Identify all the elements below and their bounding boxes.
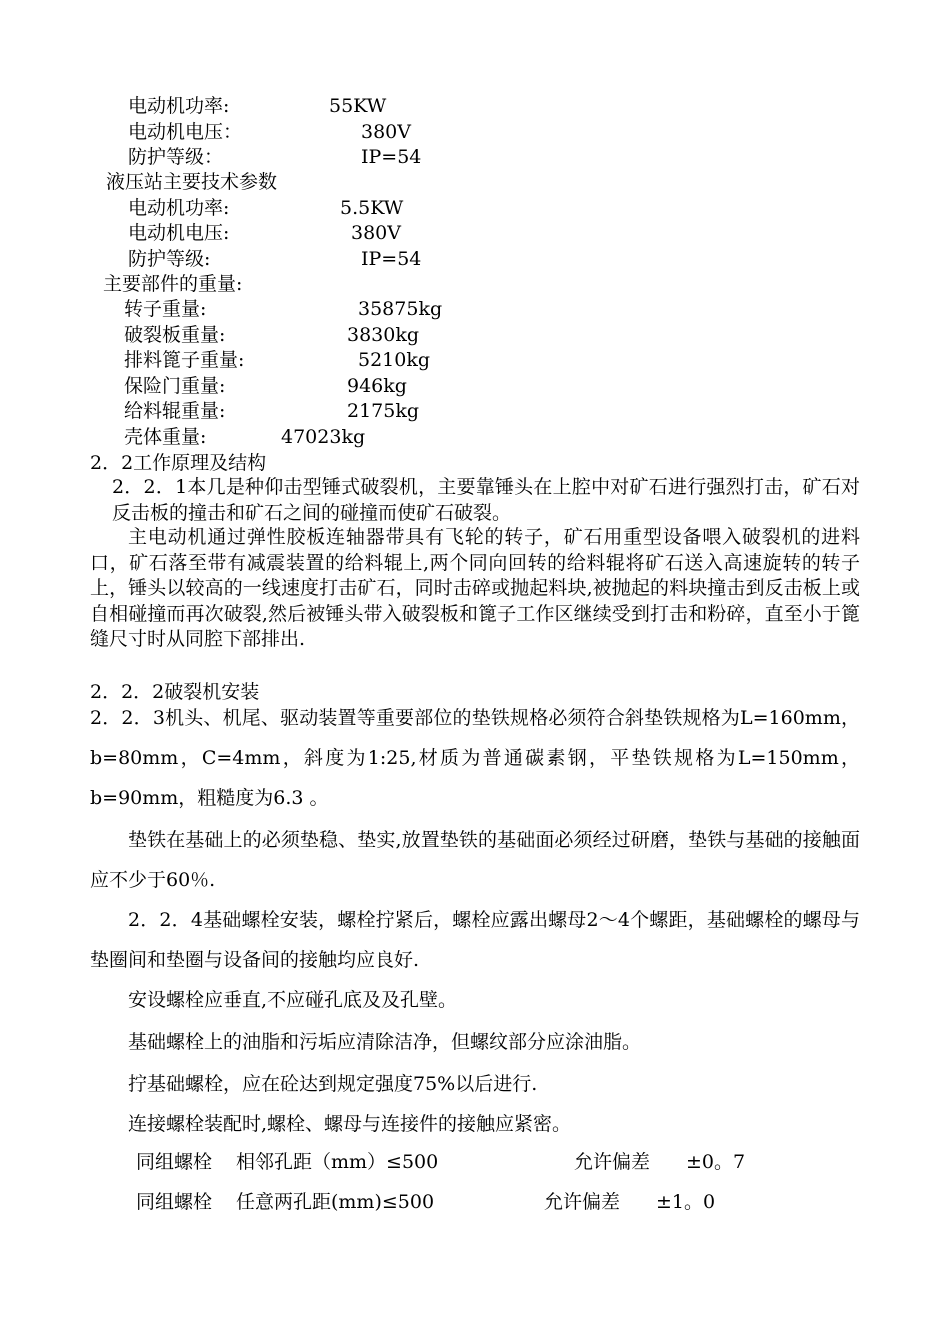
weight-value: 47023kg bbox=[281, 426, 366, 448]
param-label: 电动机电压: bbox=[128, 222, 230, 244]
section-heading: 2．2．2破裂机安装 bbox=[90, 681, 260, 703]
paragraph: 安设螺栓应垂直,不应碰孔底及及孔壁。 bbox=[128, 989, 458, 1011]
paragraph: 2．2．3机头、机尾、驱动装置等重要部位的垫铁规格必须符合斜垫铁规格为L=160mm，b=80mm，C=4mm，斜度为1:25,材质为普通碳素钢，平垫铁规格为L=150mm，b=90mm，粗糙度为6.3 。 bbox=[90, 707, 860, 809]
tolerance-spec: 相邻孔距（mm）≤500 bbox=[236, 1151, 439, 1173]
tolerance-group: 同组螺栓 bbox=[136, 1191, 213, 1213]
weights-heading: 主要部件的重量: bbox=[103, 273, 243, 295]
weight-value: 35875kg bbox=[358, 298, 443, 320]
paragraph: 基础螺栓上的油脂和污垢应清除洁净，但螺纹部分应涂油脂。 bbox=[128, 1031, 642, 1053]
weight-value: 2175kg bbox=[347, 400, 420, 422]
tolerance-label: 允许偏差 bbox=[544, 1191, 621, 1213]
section-heading: 2．2工作原理及结构 bbox=[90, 452, 267, 474]
param-value: 5.5KW bbox=[340, 197, 404, 219]
weight-value: 5210kg bbox=[358, 349, 431, 371]
param-value: 380V bbox=[351, 222, 401, 244]
weight-label: 排料篦子重量: bbox=[124, 349, 245, 371]
weight-label: 转子重量: bbox=[124, 298, 207, 320]
paragraph: 垫铁在基础上的必须垫稳、垫实,放置垫铁的基础面必须经过研磨，垫铁与基础的接触面应不少于60％. bbox=[90, 829, 860, 891]
param-value: IP=54 bbox=[361, 248, 422, 270]
param-label: 电动机功率: bbox=[128, 197, 230, 219]
weight-label: 壳体重量: bbox=[124, 426, 207, 448]
paragraph: 主电动机通过弹性胶板连轴器带具有飞轮的转子，矿石用重型设备喂入破裂机的进料口，矿石落至带有减震装置的给料辊上,两个同向回转的给料辊将矿石送入高速旋转的转子上，锤头以较高的一线速度打击矿石，同时击碎或抛起料块,被抛起的料块撞击到反击板上或自相碰撞而再次破裂,然后被锤头带入破裂板和篦子工作区继续受到打击和粉碎，直至小于篦缝尺寸时从同腔下部排出. bbox=[90, 526, 860, 650]
param-label: 防护等级: bbox=[128, 248, 211, 270]
weight-label: 给料辊重量: bbox=[124, 400, 226, 422]
tolerance-value: ±0。7 bbox=[686, 1151, 746, 1173]
param-value: IP=54 bbox=[361, 146, 422, 168]
weight-label: 破裂板重量: bbox=[124, 324, 226, 346]
tolerance-group: 同组螺栓 bbox=[136, 1151, 213, 1173]
param-value: 55KW bbox=[329, 95, 387, 117]
param-label: 电动机功率: bbox=[128, 95, 230, 117]
param-label: 防护等级： bbox=[128, 146, 224, 168]
hydraulic-heading: 液压站主要技术参数 bbox=[106, 171, 278, 193]
tolerance-spec: 任意两孔距(mm)≤500 bbox=[236, 1191, 435, 1213]
tolerance-value: ±1。0 bbox=[656, 1191, 716, 1213]
paragraph: 2．2．4基础螺栓安装，螺栓拧紧后，螺栓应露出螺母2～4个螺距，基础螺栓的螺母与垫圈间和垫圈与设备间的接触均应良好. bbox=[90, 909, 860, 971]
weight-value: 946kg bbox=[347, 375, 407, 397]
paragraph: 2．2．1本几是种仰击型锤式破裂机，主要靠锤头在上腔中对矿石进行强烈打击，矿石对反击板的撞击和矿石之间的碰撞而使矿石破裂。 bbox=[112, 476, 860, 524]
param-label: 电动机电压： bbox=[128, 121, 243, 143]
param-value: 380V bbox=[361, 121, 411, 143]
paragraph: 拧基础螺栓，应在砼达到规定强度75%以后进行. bbox=[128, 1073, 538, 1095]
weight-value: 3830kg bbox=[347, 324, 420, 346]
paragraph: 连接螺栓装配时,螺栓、螺母与连接件的接触应紧密。 bbox=[128, 1113, 572, 1135]
tolerance-label: 允许偏差 bbox=[574, 1151, 651, 1173]
weight-label: 保险门重量: bbox=[124, 375, 226, 397]
